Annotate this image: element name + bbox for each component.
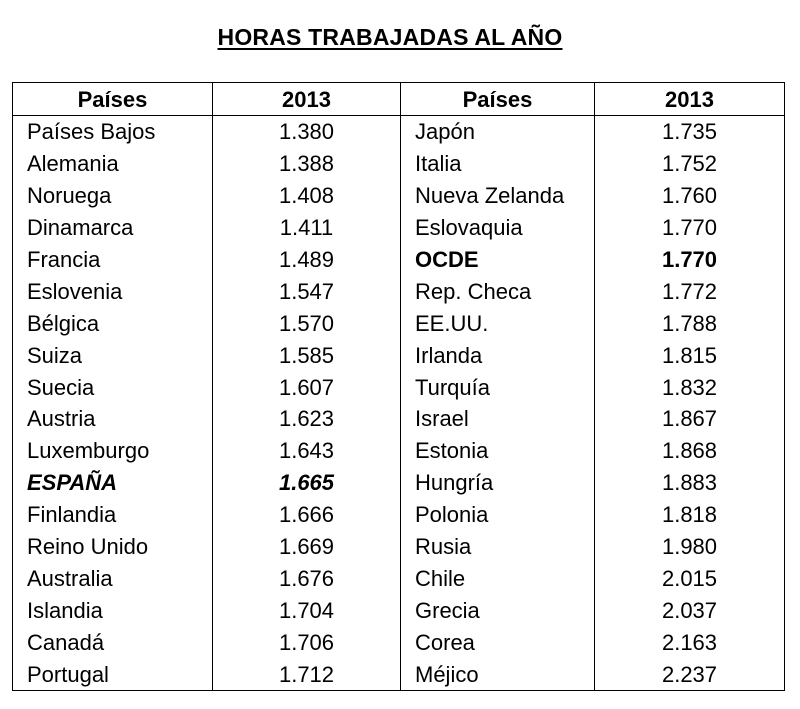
table-row xyxy=(13,626,785,658)
right-value-cell: 1.788 xyxy=(595,307,785,339)
left-value-cell: 1.411 xyxy=(213,212,401,244)
right-value-cell: 1.760 xyxy=(595,180,785,212)
right-value-cell: 1.770 xyxy=(595,244,785,276)
right-country-cell: Polonia xyxy=(401,499,595,531)
table-row xyxy=(13,467,785,499)
right-country-cell: Chile xyxy=(401,562,595,594)
table-row xyxy=(13,562,785,594)
right-country-cell: Méjico xyxy=(401,658,595,690)
left-country-cell: Reino Unido xyxy=(13,531,213,563)
header-country-left: Países xyxy=(13,83,213,116)
right-country-cell: EE.UU. xyxy=(401,307,595,339)
right-value-cell: 2.163 xyxy=(595,626,785,658)
right-country-cell: Grecia xyxy=(401,594,595,626)
left-country-cell: Austria xyxy=(13,403,213,435)
right-value-cell: 1.815 xyxy=(595,339,785,371)
left-country-cell: Alemania xyxy=(13,148,213,180)
table-row xyxy=(13,116,785,148)
right-country-cell: OCDE xyxy=(401,244,595,276)
right-country-cell: Rusia xyxy=(401,531,595,563)
left-country-cell: Australia xyxy=(13,562,213,594)
table-row xyxy=(13,435,785,467)
left-country-cell: Islandia xyxy=(13,594,213,626)
left-country-cell: Países Bajos xyxy=(13,116,213,148)
right-value-cell: 2.237 xyxy=(595,658,785,690)
left-value-cell: 1.665 xyxy=(213,467,401,499)
table-row xyxy=(13,403,785,435)
table-row xyxy=(13,180,785,212)
table-row xyxy=(13,212,785,244)
hours-table xyxy=(12,82,785,691)
right-value-cell: 2.015 xyxy=(595,562,785,594)
right-country-cell: Nueva Zelanda xyxy=(401,180,595,212)
left-country-cell: Canadá xyxy=(13,626,213,658)
left-value-cell: 1.712 xyxy=(213,658,401,690)
left-value-cell: 1.704 xyxy=(213,594,401,626)
left-value-cell: 1.666 xyxy=(213,499,401,531)
left-country-cell: Suiza xyxy=(13,339,213,371)
table-row xyxy=(13,531,785,563)
header-row xyxy=(13,83,785,116)
left-value-cell: 1.706 xyxy=(213,626,401,658)
right-value-cell: 1.735 xyxy=(595,116,785,148)
right-value-cell: 1.818 xyxy=(595,499,785,531)
left-value-cell: 1.623 xyxy=(213,403,401,435)
right-country-cell: Rep. Checa xyxy=(401,275,595,307)
right-country-cell: Japón xyxy=(401,116,595,148)
left-country-cell: Luxemburgo xyxy=(13,435,213,467)
left-value-cell: 1.643 xyxy=(213,435,401,467)
left-country-cell: Portugal xyxy=(13,658,213,690)
table-row xyxy=(13,499,785,531)
right-country-cell: Turquía xyxy=(401,371,595,403)
right-country-cell: Israel xyxy=(401,403,595,435)
left-value-cell: 1.408 xyxy=(213,180,401,212)
table-row xyxy=(13,307,785,339)
left-country-cell: Finlandia xyxy=(13,499,213,531)
right-country-cell: Estonia xyxy=(401,435,595,467)
header-year-right: 2013 xyxy=(595,83,785,116)
right-value-cell: 1.867 xyxy=(595,403,785,435)
left-country-cell: Francia xyxy=(13,244,213,276)
left-value-cell: 1.676 xyxy=(213,562,401,594)
left-value-cell: 1.489 xyxy=(213,244,401,276)
table-row xyxy=(13,339,785,371)
left-country-cell: Suecia xyxy=(13,371,213,403)
page-title: HORAS TRABAJADAS AL AÑO xyxy=(217,24,563,50)
right-country-cell: Hungría xyxy=(401,467,595,499)
right-country-cell: Irlanda xyxy=(401,339,595,371)
right-value-cell: 1.770 xyxy=(595,212,785,244)
right-country-cell: Italia xyxy=(401,148,595,180)
right-value-cell: 1.868 xyxy=(595,435,785,467)
right-country-cell: Eslovaquia xyxy=(401,212,595,244)
table-row xyxy=(13,371,785,403)
left-country-cell: Noruega xyxy=(13,180,213,212)
right-value-cell: 1.772 xyxy=(595,275,785,307)
left-value-cell: 1.388 xyxy=(213,148,401,180)
left-value-cell: 1.669 xyxy=(213,531,401,563)
left-value-cell: 1.547 xyxy=(213,275,401,307)
right-value-cell: 1.980 xyxy=(595,531,785,563)
left-country-cell: ESPAÑA xyxy=(13,467,213,499)
header-year-left: 2013 xyxy=(213,83,401,116)
right-value-cell: 1.752 xyxy=(595,148,785,180)
right-value-cell: 1.883 xyxy=(595,467,785,499)
left-value-cell: 1.607 xyxy=(213,371,401,403)
left-value-cell: 1.380 xyxy=(213,116,401,148)
left-country-cell: Eslovenia xyxy=(13,275,213,307)
table-body xyxy=(13,116,785,691)
left-country-cell: Dinamarca xyxy=(13,212,213,244)
right-value-cell: 1.832 xyxy=(595,371,785,403)
left-country-cell: Bélgica xyxy=(13,307,213,339)
left-value-cell: 1.585 xyxy=(213,339,401,371)
right-country-cell: Corea xyxy=(401,626,595,658)
left-value-cell: 1.570 xyxy=(213,307,401,339)
table-row xyxy=(13,244,785,276)
table-row xyxy=(13,594,785,626)
table-row xyxy=(13,148,785,180)
right-value-cell: 2.037 xyxy=(595,594,785,626)
table-row xyxy=(13,275,785,307)
header-country-right: Países xyxy=(401,83,595,116)
table-row xyxy=(13,658,785,690)
